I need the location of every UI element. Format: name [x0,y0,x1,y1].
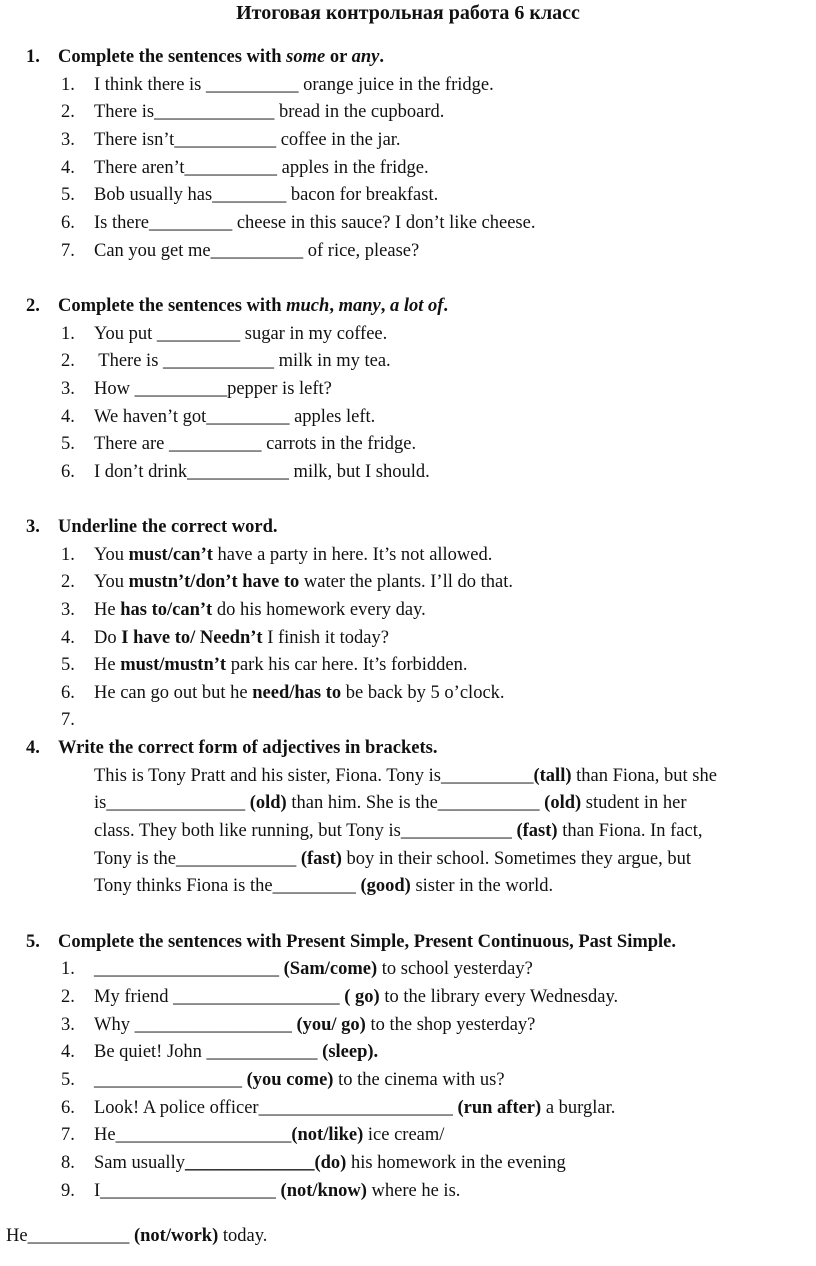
section-heading: 1. Complete the sentences with some or any. [26,47,384,67]
list-item: 6. He can go out but he need/has to be back by 5 o’clock. [61,683,505,703]
list-item: 3. Why _________________ (you/ go) to the shop yesterday? [61,1015,536,1035]
list-item: 4. Be quiet! John ____________ (sleep). [61,1042,379,1062]
list-item: 5. ________________ (you come) to the cinema with us? [61,1070,505,1090]
paragraph-line: This is Tony Pratt and his sister, Fiona. Tony is__________(tall) than Fiona, but she [94,766,717,786]
list-item: 5. There are __________ carrots in the fridge. [61,434,417,454]
list-item: 9. I___________________ (not/know) where he is. [61,1181,461,1201]
list-item: 3. How __________pepper is left? [61,379,332,399]
list-item: 1. You put _________ sugar in my coffee. [61,324,388,344]
list-item: 8. Sam usually______________(do) his homework in the evening [61,1153,566,1173]
list-item: 4. Do I have to/ Needn’t I finish it today? [61,628,389,648]
list-item: 7. He___________________(not/like) ice cream/ [61,1125,445,1145]
section-heading: 4. Write the correct form of adjectives in brackets. [26,738,438,758]
list-item: 2. There is_____________ bread in the cupboard. [61,102,445,122]
section-heading: 2. Complete the sentences with much, many, a lot of. [26,296,449,316]
list-item: 5. He must/mustn’t park his car here. It’s forbidden. [61,655,468,675]
section-heading: 5. Complete the sentences with Present Simple, Present Continuous, Past Simple. [26,932,677,952]
list-item: 2. You mustn’t/don’t have to water the plants. I’ll do that. [61,572,513,592]
list-item: 1. You must/can’t have a party in here. It’s not allowed. [61,545,493,565]
list-item: 5. Bob usually has________ bacon for breakfast. [61,185,439,205]
list-item: 3. He has to/can’t do his homework every day. [61,600,426,620]
list-item: 3. There isn’t___________ coffee in the jar. [61,130,401,150]
list-item: 6. I don’t drink___________ milk, but I should. [61,462,430,482]
paragraph-line: Tony thinks Fiona is the_________ (good) sister in the world. [94,876,554,896]
extra-sentence: He___________ (not/work) today. [6,1226,268,1246]
list-item: 2. My friend __________________ ( go) to the library every Wednesday. [61,987,619,1007]
list-item: 6. Look! A police officer_____________________ (run after) a burglar. [61,1098,616,1118]
list-item: 4. We haven’t got_________ apples left. [61,407,376,427]
list-item: 1. ____________________ (Sam/come) to school yesterday? [61,959,533,979]
list-item: 7. [61,710,75,730]
section-heading: 3. Underline the correct word. [26,517,278,537]
paragraph-line: is_______________ (old) than him. She is the___________ (old) student in her [94,793,687,813]
page-title: Итоговая контрольная работа 6 класс [236,2,580,24]
list-item: 6. Is there_________ cheese in this sauce? I don’t like cheese. [61,213,536,233]
paragraph-line: class. They both like running, but Tony is____________ (fast) than Fiona. In fact, [94,821,703,841]
list-item: 7. Can you get me__________ of rice, please? [61,241,420,261]
paragraph-line: Tony is the_____________ (fast) boy in their school. Sometimes they argue, but [94,849,691,869]
list-item: 4. There aren’t__________ apples in the fridge. [61,158,429,178]
list-item: 1. I think there is __________ orange juice in the fridge. [61,75,494,95]
list-item: 2. There is ____________ milk in my tea. [61,351,391,371]
